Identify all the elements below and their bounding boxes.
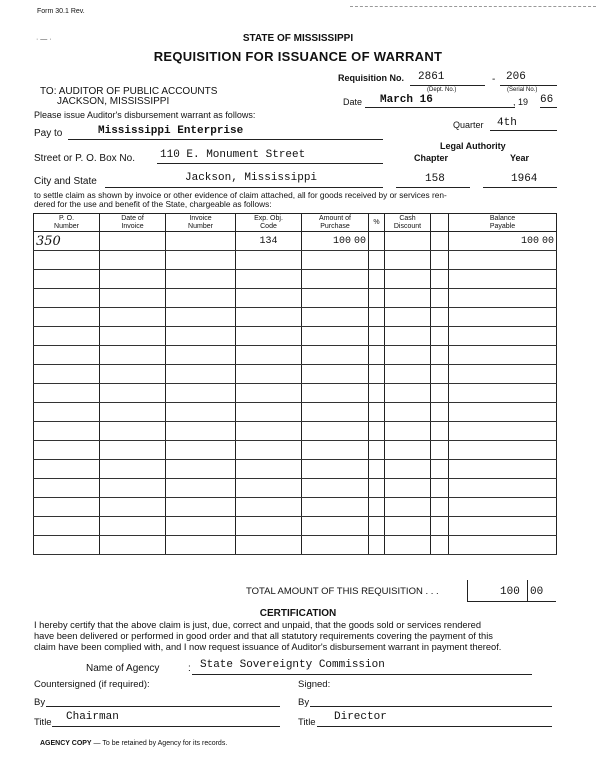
- table-cell-pct: [369, 365, 385, 384]
- table-cell-date: [100, 536, 166, 555]
- footer-bold: AGENCY COPY: [40, 740, 92, 747]
- table-cell-pct: [369, 536, 385, 555]
- table-row: [34, 422, 557, 441]
- table-cell-blank: [431, 232, 449, 251]
- table-cell-date: [100, 441, 166, 460]
- agency-colon: :: [188, 663, 191, 674]
- table-cell-balance: [449, 422, 557, 441]
- table-row: [34, 536, 557, 555]
- table-cell-pct: [369, 517, 385, 536]
- table-row: [34, 346, 557, 365]
- date-value: March 16: [380, 94, 433, 106]
- table-cell-amount: [302, 346, 369, 365]
- table-cell-blank: [431, 536, 449, 555]
- margin-marks: · — ·: [36, 36, 52, 43]
- street-label: Street or P. O. Box No.: [34, 153, 135, 164]
- requisition-label: Requisition No.: [338, 73, 404, 83]
- table-cell-amount: [302, 327, 369, 346]
- table-row: [34, 270, 557, 289]
- table-cell-date: [100, 346, 166, 365]
- table-cell-exp-code: [236, 403, 302, 422]
- table-cell-balance: [449, 365, 557, 384]
- table-row: [34, 460, 557, 479]
- balance-value: 100: [520, 236, 539, 247]
- table-cell-discount: [385, 422, 431, 441]
- table-cell-pct: [369, 270, 385, 289]
- table-row: [34, 441, 557, 460]
- table-cell-exp-code: [236, 460, 302, 479]
- state-header: STATE OF MISSISSIPPI: [242, 33, 354, 44]
- table-cell-pct: [369, 308, 385, 327]
- table-cell-invoice: [166, 517, 236, 536]
- table-cell-pct: [369, 498, 385, 517]
- table-cell-date: [100, 479, 166, 498]
- table-cell-balance: [449, 384, 557, 403]
- balance-cents: 00: [541, 236, 554, 247]
- table-cell-invoice: [166, 403, 236, 422]
- table-cell-date: [100, 498, 166, 517]
- table-cell-balance: [449, 327, 557, 346]
- to-line2: JACKSON, MISSISSIPPI: [57, 96, 170, 107]
- table-cell-pct: [369, 346, 385, 365]
- table-cell-date: [100, 384, 166, 403]
- table-cell-discount: [385, 346, 431, 365]
- table-cell-invoice: [166, 232, 236, 251]
- total-cents: 00: [530, 586, 544, 598]
- table-cell-invoice: [166, 498, 236, 517]
- total-cents-divider: [527, 580, 528, 602]
- table-cell-discount: [385, 270, 431, 289]
- certification-title: CERTIFICATION: [259, 608, 337, 619]
- table-cell-blank: [431, 346, 449, 365]
- table-cell-exp-code: [236, 422, 302, 441]
- table-cell-discount: [385, 232, 431, 251]
- table-cell-blank: [431, 270, 449, 289]
- table-cell-blank: [431, 327, 449, 346]
- table-cell-discount: [385, 289, 431, 308]
- table-cell-exp-code: [236, 498, 302, 517]
- table-cell-po: [34, 536, 100, 555]
- table-row: [34, 308, 557, 327]
- table-cell-discount: [385, 403, 431, 422]
- quarter-label: Quarter: [453, 120, 484, 130]
- date-year-line: [540, 107, 557, 108]
- right-title-line: [317, 726, 552, 727]
- table-cell-amount: [302, 232, 369, 251]
- header-invoice-number: Invoice Number: [166, 214, 236, 232]
- table-cell-exp-code: [236, 536, 302, 555]
- claims-table: [33, 213, 557, 555]
- header-amount-of-purchase: Amount of Purchase: [302, 214, 369, 232]
- table-cell-exp-code: [236, 289, 302, 308]
- table-row: [34, 251, 557, 270]
- table-cell-pct: [369, 327, 385, 346]
- table-cell-amount: [302, 365, 369, 384]
- footer-rest: — To be retained by Agency for its records.: [91, 740, 228, 747]
- table-cell-amount: [302, 479, 369, 498]
- table-cell-balance: [449, 403, 557, 422]
- total-underline: [467, 601, 556, 602]
- pay-to-value: Mississippi Enterprise: [98, 125, 244, 137]
- table-cell-po: 350: [34, 232, 100, 251]
- date-year-prefix: , 19: [513, 97, 529, 107]
- table-cell-blank: [431, 289, 449, 308]
- table-cell-po: [34, 289, 100, 308]
- table-cell-exp-code: [236, 384, 302, 403]
- table-cell-invoice: [166, 479, 236, 498]
- page-title: REQUISITION FOR ISSUANCE OF WARRANT: [153, 49, 443, 64]
- quarter-value: 4th: [497, 117, 517, 129]
- table-cell-amount: [302, 536, 369, 555]
- serial-no-value: 206: [506, 71, 526, 83]
- header-date-of-invoice: Date of Invoice: [100, 214, 166, 232]
- table-cell-po: [34, 441, 100, 460]
- table-cell-pct: [369, 232, 385, 251]
- dept-no-value: 2861: [418, 71, 445, 83]
- legal-authority-label: Legal Authority: [440, 141, 506, 151]
- certification-line1: I hereby certify that the above claim is just, due, correct and unpaid, that the goods sold or services rendered: [34, 620, 482, 630]
- chapter-label: Chapter: [414, 153, 449, 163]
- year-line: [483, 187, 557, 188]
- table-cell-date: [100, 251, 166, 270]
- table-cell-amount: [302, 384, 369, 403]
- left-by-label: By: [34, 697, 46, 708]
- table-cell-discount: [385, 460, 431, 479]
- table-cell-discount: [385, 479, 431, 498]
- table-cell-discount: [385, 365, 431, 384]
- date-line: [365, 107, 515, 108]
- date-year-value: 66: [540, 94, 554, 106]
- table-cell-balance: [449, 441, 557, 460]
- table-cell-exp-code: [236, 441, 302, 460]
- table-cell-amount: [302, 251, 369, 270]
- table-cell-amount: [302, 460, 369, 479]
- right-title-label: Title: [298, 717, 316, 728]
- table-cell-exp-code: 134: [236, 232, 302, 251]
- right-by-line: [310, 706, 552, 707]
- chapter-value: 158: [425, 173, 445, 185]
- table-cell-balance: [449, 346, 557, 365]
- table-cell-balance: [449, 308, 557, 327]
- table-cell-po: [34, 384, 100, 403]
- city-value: Jackson, Mississippi: [185, 172, 318, 184]
- signed-label: Signed:: [298, 679, 331, 690]
- table-cell-po: [34, 327, 100, 346]
- table-cell-discount: [385, 327, 431, 346]
- table-cell-discount: [385, 498, 431, 517]
- table-cell-pct: [369, 384, 385, 403]
- serial-no-caption: (Serial No.): [507, 87, 538, 93]
- settle-text-line2: dered for the use and benefit of the State, chargeable as follows:: [34, 199, 272, 209]
- table-row: [34, 232, 557, 251]
- table-cell-amount: [302, 498, 369, 517]
- table-cell-po: [34, 422, 100, 441]
- header-exp-obj-code: Exp. Obj. Code: [236, 214, 302, 232]
- table-cell-pct: [369, 422, 385, 441]
- header-po-number: P. O. Number: [34, 214, 100, 232]
- left-title-line: [52, 726, 280, 727]
- tear-line: [350, 6, 596, 7]
- table-cell-po: [34, 346, 100, 365]
- table-cell-exp-code: [236, 308, 302, 327]
- table-row: [34, 289, 557, 308]
- table-row: [34, 479, 557, 498]
- table-cell-po: [34, 479, 100, 498]
- table-cell-blank: [431, 479, 449, 498]
- header-cash-discount: Cash Discount: [385, 214, 431, 232]
- header-percent: %: [369, 214, 385, 232]
- table-cell-discount: [385, 308, 431, 327]
- table-cell-invoice: [166, 384, 236, 403]
- table-cell-discount: [385, 536, 431, 555]
- table-cell-invoice: [166, 536, 236, 555]
- table-cell-exp-code: [236, 327, 302, 346]
- street-value: 110 E. Monument Street: [160, 149, 306, 161]
- table-cell-date: [100, 270, 166, 289]
- table-cell-balance: [449, 498, 557, 517]
- table-header-row: [34, 214, 557, 232]
- street-line: [157, 163, 383, 164]
- table-cell-invoice: [166, 327, 236, 346]
- table-cell-blank: [431, 517, 449, 536]
- table-cell-amount: [302, 422, 369, 441]
- table-cell-pct: [369, 251, 385, 270]
- table-cell-po: [34, 270, 100, 289]
- table-cell-blank: [431, 422, 449, 441]
- table-cell-pct: [369, 441, 385, 460]
- certification-line2: have been delivered or performed in good order and that all statutory requirements covering the payment of this: [34, 631, 493, 641]
- quarter-line: [490, 130, 557, 131]
- table-row: [34, 327, 557, 346]
- table-cell-exp-code: [236, 270, 302, 289]
- dept-no-line: [410, 85, 485, 86]
- table-cell-po: [34, 308, 100, 327]
- table-cell-blank: [431, 403, 449, 422]
- dept-no-caption: (Dept. No.): [427, 87, 457, 93]
- table-row: [34, 403, 557, 422]
- table-cell-pct: [369, 460, 385, 479]
- table-cell-balance: [449, 251, 557, 270]
- table-cell-discount: [385, 251, 431, 270]
- table-cell-blank: [431, 384, 449, 403]
- table-cell-invoice: [166, 365, 236, 384]
- table-cell-po: [34, 460, 100, 479]
- right-by-label: By: [298, 697, 310, 708]
- table-cell-amount: [302, 270, 369, 289]
- table-cell-date: [100, 289, 166, 308]
- instruction-text: Please issue Auditor's disbursement warrant as follows:: [34, 110, 256, 120]
- table-cell-date: [100, 308, 166, 327]
- table-cell-blank: [431, 460, 449, 479]
- certification-line3: claim have been complied with, and I now request issuance of Auditor's disbursement warrant in payment thereof.: [34, 642, 502, 652]
- chapter-line: [396, 187, 470, 188]
- table-cell-exp-code: [236, 365, 302, 384]
- right-title-value: Director: [334, 711, 387, 723]
- table-cell-amount: [302, 308, 369, 327]
- pay-to-line: [68, 139, 383, 140]
- table-cell-amount: [302, 517, 369, 536]
- table-cell-amount: [302, 289, 369, 308]
- table-cell-balance: [449, 270, 557, 289]
- table-cell-po: [34, 365, 100, 384]
- to-line1: TO: AUDITOR OF PUBLIC ACCOUNTS: [40, 86, 218, 97]
- table-cell-po: [34, 251, 100, 270]
- header-blank: [431, 214, 449, 232]
- table-cell-balance: [449, 517, 557, 536]
- date-label: Date: [343, 97, 363, 107]
- city-label: City and State: [34, 176, 97, 187]
- left-title-value: Chairman: [66, 711, 119, 723]
- table-cell-invoice: [166, 422, 236, 441]
- total-box-left: [467, 580, 468, 602]
- table-cell-date: [100, 365, 166, 384]
- table-cell-balance: [449, 536, 557, 555]
- table-cell-discount: [385, 517, 431, 536]
- settle-text-line1: to settle claim as shown by invoice or other evidence of claim attached, all for goods received by or services ren-: [34, 190, 447, 200]
- table-cell-date: [100, 517, 166, 536]
- table-cell-date: [100, 327, 166, 346]
- city-line: [105, 187, 383, 188]
- table-cell-exp-code: [236, 346, 302, 365]
- table-cell-date: [100, 422, 166, 441]
- table-row: [34, 365, 557, 384]
- year-label: Year: [510, 153, 530, 163]
- year-value: 1964: [511, 173, 538, 185]
- left-by-line: [46, 706, 280, 707]
- table-cell-blank: [431, 441, 449, 460]
- table-cell-balance: [449, 479, 557, 498]
- table-cell-amount: [302, 403, 369, 422]
- table-cell-po: [34, 498, 100, 517]
- table-row: [34, 498, 557, 517]
- table-cell-po: [34, 517, 100, 536]
- table-cell-pct: [369, 479, 385, 498]
- table-cell-balance: [449, 460, 557, 479]
- header-balance-payable: Balance Payable: [449, 214, 557, 232]
- total-label: TOTAL AMOUNT OF THIS REQUISITION . . .: [246, 586, 439, 597]
- table-cell-blank: [431, 251, 449, 270]
- table-cell-blank: [431, 365, 449, 384]
- table-cell-exp-code: [236, 517, 302, 536]
- amount-cents: 00: [353, 236, 366, 247]
- agency-label: Name of Agency: [86, 663, 160, 674]
- table-cell-date: [100, 460, 166, 479]
- total-value: 100: [500, 586, 520, 598]
- table-cell-invoice: [166, 346, 236, 365]
- requisition-dash: -: [492, 74, 496, 85]
- table-cell-exp-code: [236, 479, 302, 498]
- table-cell-invoice: [166, 308, 236, 327]
- agency-value: State Sovereignty Commission: [200, 659, 385, 671]
- table-row: [34, 384, 557, 403]
- pay-to-label: Pay to: [34, 128, 63, 139]
- table-cell-invoice: [166, 441, 236, 460]
- amount-value: 100: [332, 236, 351, 247]
- table-cell-invoice: [166, 270, 236, 289]
- table-cell-date: [100, 403, 166, 422]
- form-number: Form 30.1 Rev.: [37, 8, 85, 15]
- table-cell-po: [34, 403, 100, 422]
- table-cell-date: [100, 232, 166, 251]
- table-cell-exp-code: [236, 251, 302, 270]
- table-cell-blank: [431, 308, 449, 327]
- table-cell-balance: [449, 232, 557, 251]
- table-cell-discount: [385, 384, 431, 403]
- countersigned-label: Countersigned (if required):: [34, 679, 150, 690]
- table-cell-blank: [431, 498, 449, 517]
- table-cell-invoice: [166, 289, 236, 308]
- table-cell-amount: [302, 441, 369, 460]
- table-cell-balance: [449, 289, 557, 308]
- agency-line: [192, 674, 532, 675]
- table-cell-invoice: [166, 460, 236, 479]
- table-cell-pct: [369, 289, 385, 308]
- left-title-label: Title: [34, 717, 52, 728]
- table-cell-pct: [369, 403, 385, 422]
- table-row: [34, 517, 557, 536]
- table-cell-discount: [385, 441, 431, 460]
- table-cell-invoice: [166, 251, 236, 270]
- footer-note: [40, 740, 227, 747]
- serial-no-line: [500, 85, 557, 86]
